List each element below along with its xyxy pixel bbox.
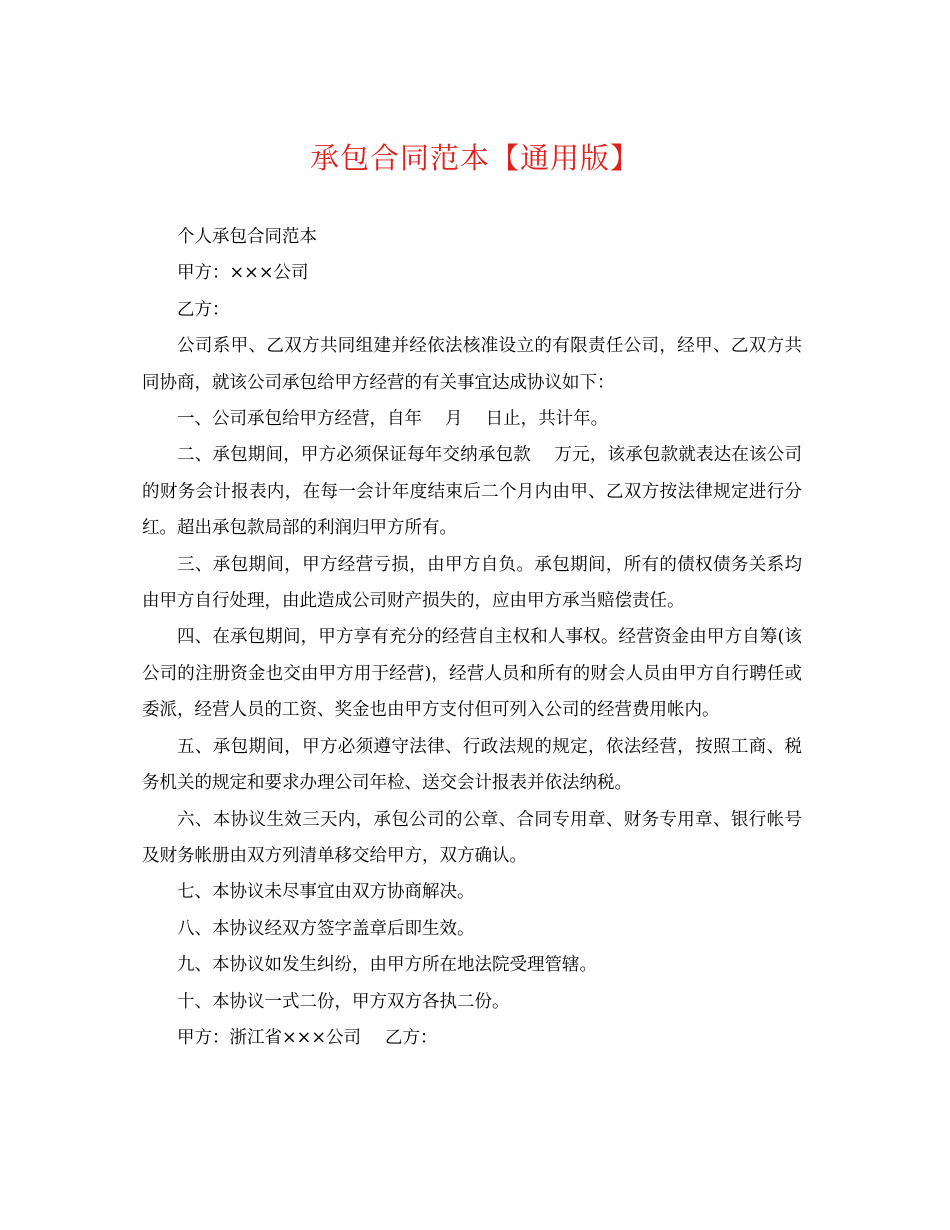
clause-2: 二、承包期间，甲方必须保证每年交纳承包款 万元，该承包款就表达在该公司的财务会计报表内，在每一会计年度结束后二个月内由甲、乙双方按法律规定进行分红。超出承包款局部的利润归甲方所有。 <box>142 445 802 539</box>
signature-line <box>142 1020 802 1056</box>
paragraph-party-b: 乙方： <box>177 299 230 320</box>
signature-party-a: 甲方：浙江省×××公司 <box>177 1027 361 1048</box>
clause-9: 九、本协议如发生纠纷，由甲方所在地法院受理管辖。 <box>177 955 597 976</box>
clause-5: 五、承包期间，甲方必须遵守法律、行政法规的规定，依法经营，按照工商、税务机关的规定和要求办理公司年检、送交会计报表并依法纳税。 <box>142 736 802 794</box>
clause-10: 十、本协议一式二份，甲方双方各执二份。 <box>177 991 510 1012</box>
document-title: 承包合同范本【通用版】 <box>309 141 640 175</box>
clause-7: 七、本协议未尽事宜由双方协商解决。 <box>177 882 475 903</box>
clause-4: 四、在承包期间，甲方享有充分的经营自主权和人事权。经营资金由甲方自筹(该公司的注册资金也交由甲方用于经营)，经营人员和所有的财会人员由甲方自行聘任或委派，经营人员的工资、奖金也由甲方支付但可列入公司的经营费用帐内。 <box>142 627 802 721</box>
paragraph-heading: 个人承包合同范本 <box>177 227 317 247</box>
paragraph-preamble: 公司系甲、乙双方共同组建并经依法核准设立的有限责任公司，经甲、乙双方共同协商，就该公司承包给甲方经营的有关事宜达成协议如下： <box>142 336 802 393</box>
clause-1: 一、公司承包给甲方经营，自年 月 日止，共计年。 <box>177 409 609 430</box>
document-body <box>142 219 802 1056</box>
clause-6: 六、本协议生效三天内，承包公司的公章、合同专用章、财务专用章、银行帐号及财务帐册由双方列清单移交给甲方，双方确认。 <box>142 809 802 866</box>
clause-3: 三、承包期间，甲方经营亏损，由甲方自负。承包期间，所有的债权债务关系均由甲方自行处理，由此造成公司财产损失的，应由甲方承当赔偿责任。 <box>142 554 802 612</box>
paragraph-party-a: 甲方：×××公司 <box>177 263 309 284</box>
clause-8: 八、本协议经双方签字盖章后即生效。 <box>177 918 475 939</box>
signature-party-b: 乙方： <box>385 1027 438 1048</box>
